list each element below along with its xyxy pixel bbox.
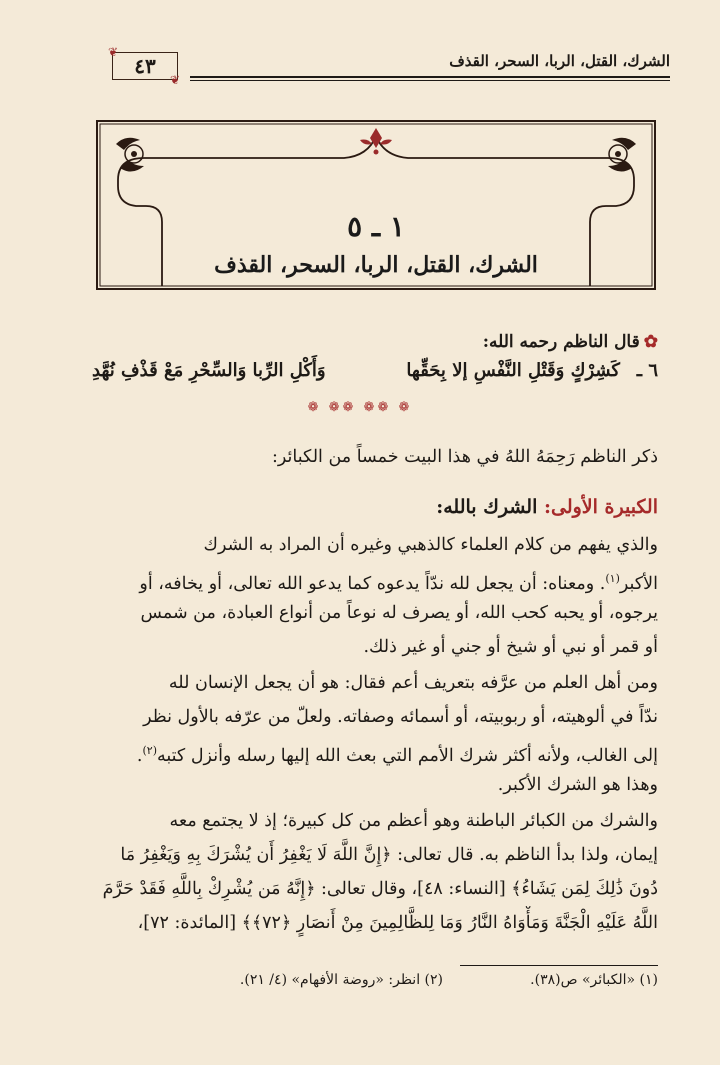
intro-line: ✿قال الناظم رحمه الله: [482,332,658,352]
corner-ornament-icon: ❦ [108,45,119,59]
paragraph-line: ندّاً في ألوهيته، أو ربوبيته، أو أسمائه وصفاته. ولعلّ من عرّفه بالأول نظر [143,707,658,727]
verse-number: ٦ ـ [636,360,658,381]
paragraph-line: ومن أهل العلم من عرَّفه بتعريف أعم فقال: هو أن يجعل الإنسان لله [168,673,658,693]
paragraph-line: يرجوه، أو يحبه كحب الله، أو يصرف له نوعاً من أنواع العبادة، من شمس [140,603,658,623]
running-header [90,44,670,87]
ornamental-divider: ❁ ❁❁ ❁❁ ❁ [307,400,413,415]
paragraph-line: والذي يفهم من كلام العلماء كالذهبي وغيره أن المراد به الشرك [203,535,658,555]
chapter-title-frame [96,120,656,290]
paragraph-line: دُونَ ذَٰلِكَ لِمَن يَشَاءُ﴾ [النساء: ٤٨]، وقال تعالى: ﴿إِنَّهُ مَن يُشْرِكْ بِاللَّهِ فَقَدْ حَرَّمَ [102,879,658,899]
paragraph-line: وهذا هو الشرك الأكبر. [497,775,658,795]
section-heading-label: الكبيرة الأولى: [543,496,658,518]
corner-ornament-icon: ❦ [170,73,181,87]
paragraph-line: ذكر الناظم رَحِمَهُ اللهُ في هذا البيت خمساً من الكبائر: [272,447,658,467]
footnote-rule [460,965,658,966]
paragraph-line: أو قمر أو نبي أو شيخ أو جني أو غير ذلك. [363,637,658,657]
verse-second-hemistich: وَأَكْلِ الرِّبا وَالسِّحْرِ مَعْ قَذْفِ نُهَّدِ [92,360,326,381]
verse-first-hemistich: كَشِرْكٍ وَقَتْلِ النَّفْسِ إلا بِحَقِّها [406,360,620,381]
header-rule [190,76,670,81]
running-header-title: الشرك، القتل، الربا، السحر، القذف [449,52,670,70]
body-text [92,440,658,960]
footnote-ref: (١) [605,572,620,585]
footnote-2: (٢) انظر: «روضة الأفهام» (٤/ ٢١). [239,972,443,988]
section-heading [92,490,658,524]
chapter-number: ١ ـ ٥ [347,210,405,243]
flower-bullet-icon: ✿ [643,332,658,352]
footnote-ref: (٢) [142,744,157,757]
paragraph-line: والشرك من الكبائر الباطنة وهو أعظم من كل كبيرة؛ إذ لا يجتمع معه [169,811,658,831]
intro-block [92,325,658,359]
paragraph-line: إيمان، ولذا بدأ الناظم به. قال تعالى: ﴿إِنَّ اللَّهَ لَا يَغْفِرُ أَن يُشْرَكَ بِهِ وَيَغْفِرُ مَا [120,845,658,865]
section-heading-name: الشرك بالله: [436,496,538,518]
chapter-title: الشرك، القتل، الربا، السحر، القذف [214,252,538,278]
page-number: ٤٣ [112,52,178,80]
poem-verse [92,360,658,394]
paragraph-line: اللَّهُ عَلَيْهِ الْجَنَّةَ وَمَأْوَاهُ النَّارُ وَمَا لِلظَّالِمِينَ مِنْ أَنصَارٍ ﴿٧٢﴾﴾ [المائدة: ٧٢]، [137,913,658,933]
paragraph-line: الأكبر$^{(١)}$. ومعناه: أن يجعل لله ندّاً يدعوه كما يدعو الله تعالى، أو يخافه، أو [139,572,658,594]
footnote-1: (١) «الكبائر» ص(٣٨). [530,972,658,988]
paragraph-line: إلى الغالب، ولأنه أكثر شرك الأمم التي بعث الله إليها رسله وأنزل كتبه$^{(٢)}$. [136,744,658,766]
